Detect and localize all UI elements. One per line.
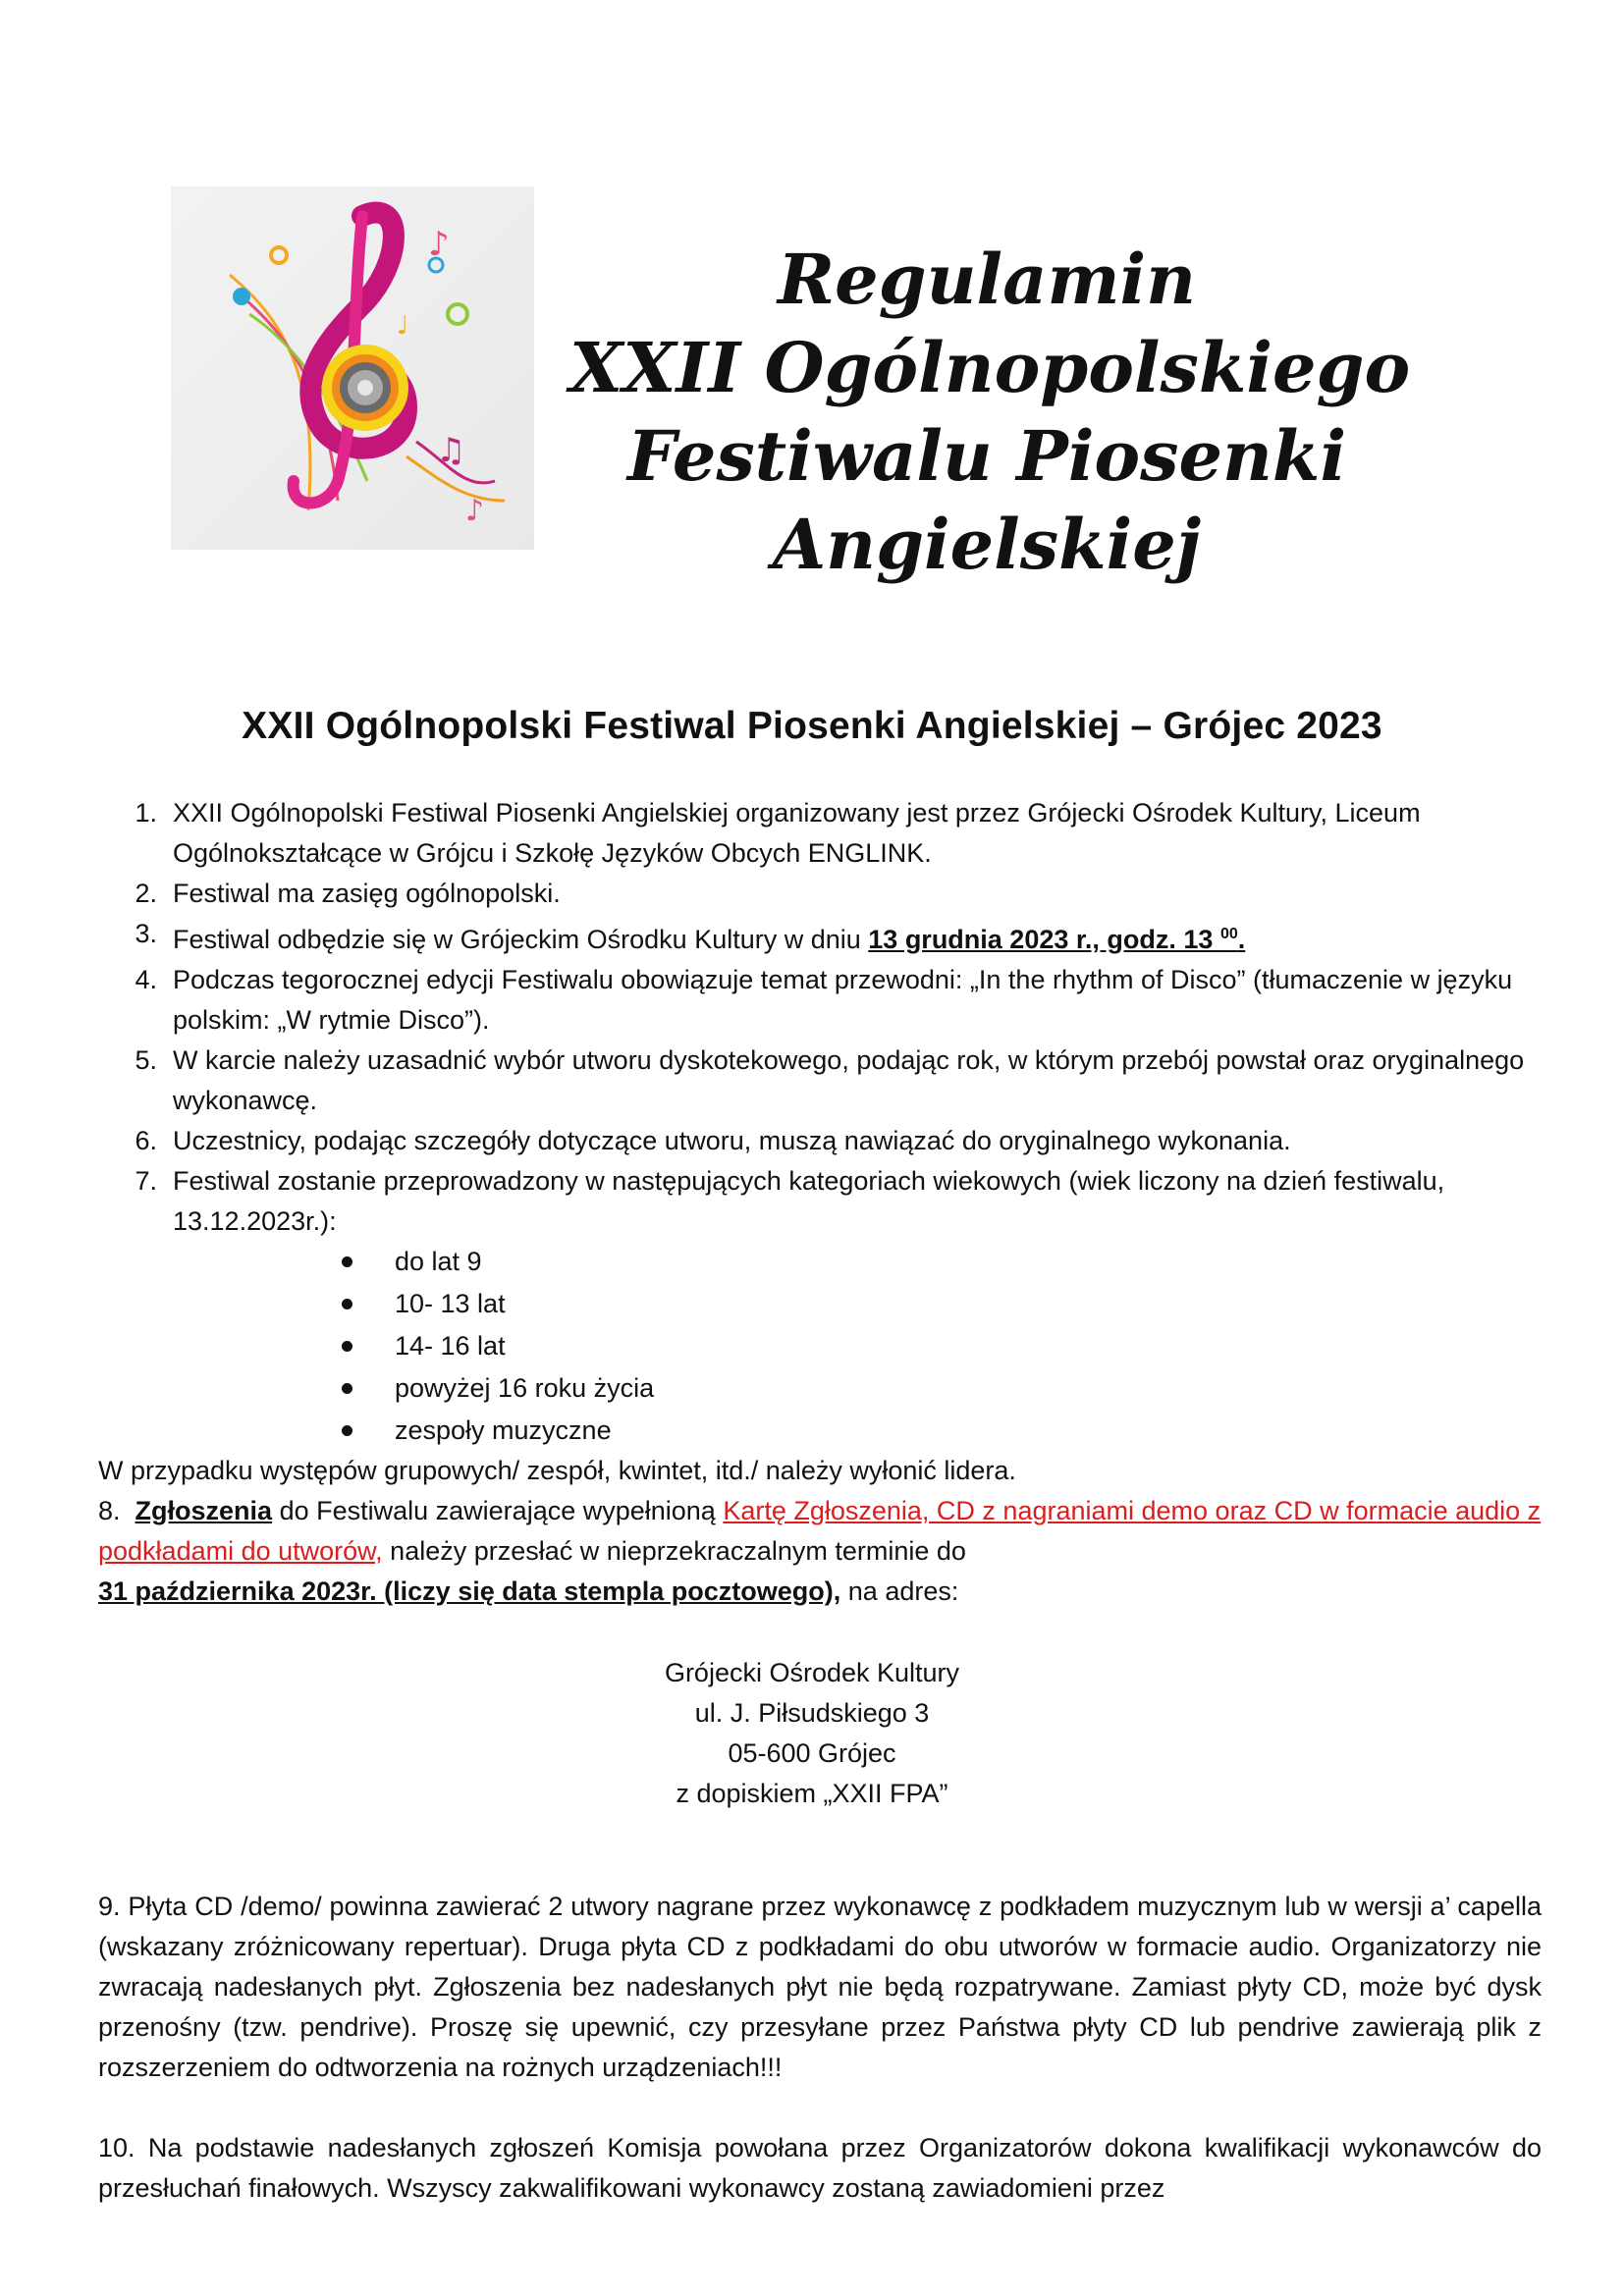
age-categories-list: [342, 1241, 654, 1452]
item-number: 5.: [135, 1045, 157, 1075]
svg-text:♫: ♫: [436, 431, 466, 470]
treble-clef-icon: [171, 187, 534, 550]
item-9: 9. Płyta CD /demo/ powinna zawierać 2 utwory nagrane przez wykonawcę z podkładem muzycznym lub w wersji a’ capella (wskazany zróżnicowany repertuar). Druga płyta CD z podkładami do obu utworów w formacie audio. Organizatorzy nie zwracają nadesłanych płyt. Zgłoszenia bez nadesłanych płyt nie będą rozpatrywane. Zamiast płyty CD, może być dysk przenośny (tzw. pendrive). Proszę się upewnić, czy przesyłane przez Państwa płyty CD lub pendrive zawierają plik z rozszerzeniem do odtworzenia na rożnych urządzeniach!!!: [98, 1892, 1542, 2082]
event-time-minutes: 00: [1219, 926, 1238, 942]
submissions-label: Zgłoszenia: [135, 1496, 273, 1525]
age-category: zespoły muzyczne: [342, 1410, 654, 1452]
svg-text:♪: ♪: [428, 225, 450, 264]
item-text: Festiwal zostanie przeprowadzony w następujących kategoriach wiekowych (wiek liczony na dzień festiwalu, 13.12.2023r.):: [173, 1166, 1445, 1236]
item-number: 4.: [135, 965, 157, 994]
list-item: [118, 793, 1532, 874]
item-number: 6.: [135, 1126, 157, 1155]
postal-address: [0, 1653, 1624, 1814]
item-8: [98, 1491, 1542, 1612]
age-category: 14- 16 lat: [342, 1325, 654, 1367]
event-date: [868, 925, 1245, 954]
title-line: Festiwalu Piosenki: [626, 415, 1347, 497]
age-category: do lat 9: [342, 1241, 654, 1283]
list-item: [118, 874, 1532, 914]
required-materials: Kartę Zgłoszenia, CD z nagraniami demo oraz CD w formacie audio z podkładami do utworów,: [98, 1496, 1542, 1566]
list-item: [118, 914, 1532, 960]
title-line: Angielskiej: [772, 504, 1202, 585]
svg-text:♪: ♪: [465, 494, 485, 528]
list-item: [118, 1121, 1532, 1161]
item-10: 10. Na podstawie nadesłanych zgłoszeń Komisja powołana przez Organizatorów dokona kwalifikacji wykonawców do przesłuchań finałowych. Wszyscy zakwalifikowani wykonawcy zostaną zawiadomieni przez: [98, 2133, 1542, 2203]
title-line: XXII Ogólnopolskiego: [569, 327, 1411, 408]
event-date-end: .: [1237, 925, 1246, 954]
festival-logo: [171, 187, 534, 550]
deadline: 31 października 2023r. (liczy się data stempla pocztowego),: [98, 1576, 841, 1606]
item-text: należy przesłać w nieprzekraczalnym terminie do: [382, 1536, 966, 1566]
address-line: 05-600 Grójec: [728, 1738, 896, 1768]
item-text: XXII Ogólnopolski Festiwal Piosenki Angielskiej organizowany jest przez Grójecki Ośrodek Kultury, Liceum Ogólnokształcące w Grójcu i Szkołę Języków Obcych ENGLINK.: [173, 798, 1421, 868]
age-category: 10- 13 lat: [342, 1283, 654, 1325]
title-line: Regulamin: [777, 239, 1197, 320]
list-item: [118, 960, 1532, 1041]
item-text: Uczestnicy, podając szczegóły dotyczące utworu, muszą nawiązać do oryginalnego wykonania.: [173, 1126, 1291, 1155]
section-heading: XXII Ogólnopolski Festiwal Piosenki Angielskiej – Grójec 2023: [242, 705, 1382, 747]
item-number: 3.: [135, 919, 157, 948]
svg-text:♩: ♩: [397, 311, 409, 341]
address-line: ul. J. Piłsudskiego 3: [694, 1698, 930, 1728]
address-line: Grójecki Ośrodek Kultury: [664, 1658, 960, 1687]
event-date-text: 13 grudnia 2023 r., godz. 13: [868, 925, 1214, 954]
item-text: na adres:: [840, 1576, 959, 1606]
item-number: 1.: [135, 798, 157, 828]
item-text: do Festiwalu zawierające wypełnioną: [272, 1496, 724, 1525]
document-title: [569, 236, 1411, 589]
item-number: 2.: [135, 879, 157, 908]
item-text: Podczas tegorocznej edycji Festiwalu obowiązuje temat przewodni: „In the rhythm of Disco” (tłumaczenie w języku polskim: „W rytmie Disco”).: [173, 965, 1513, 1035]
item-text: Festiwal odbędzie się w Grójeckim Ośrodku Kultury w dniu: [173, 925, 869, 954]
item-text: W karcie należy uzasadnić wybór utworu dyskotekowego, podając rok, w którym przebój powstał oraz oryginalnego wykonawcę.: [173, 1045, 1525, 1115]
item-number: 7.: [135, 1166, 157, 1196]
list-item: [118, 1161, 1532, 1242]
item-text: Festiwal ma zasięg ogólnopolski.: [173, 879, 561, 908]
group-note: W przypadku występów grupowych/ zespół, kwintet, itd./ należy wyłonić lidera.: [98, 1456, 1016, 1485]
rules-list: [118, 793, 1532, 1242]
address-line: z dopiskiem „XXII FPA”: [676, 1779, 948, 1808]
item-text-wrapper: [173, 914, 1532, 960]
list-item: [118, 1041, 1532, 1121]
age-category: powyżej 16 roku życia: [342, 1367, 654, 1410]
item-number: 8.: [98, 1496, 121, 1525]
